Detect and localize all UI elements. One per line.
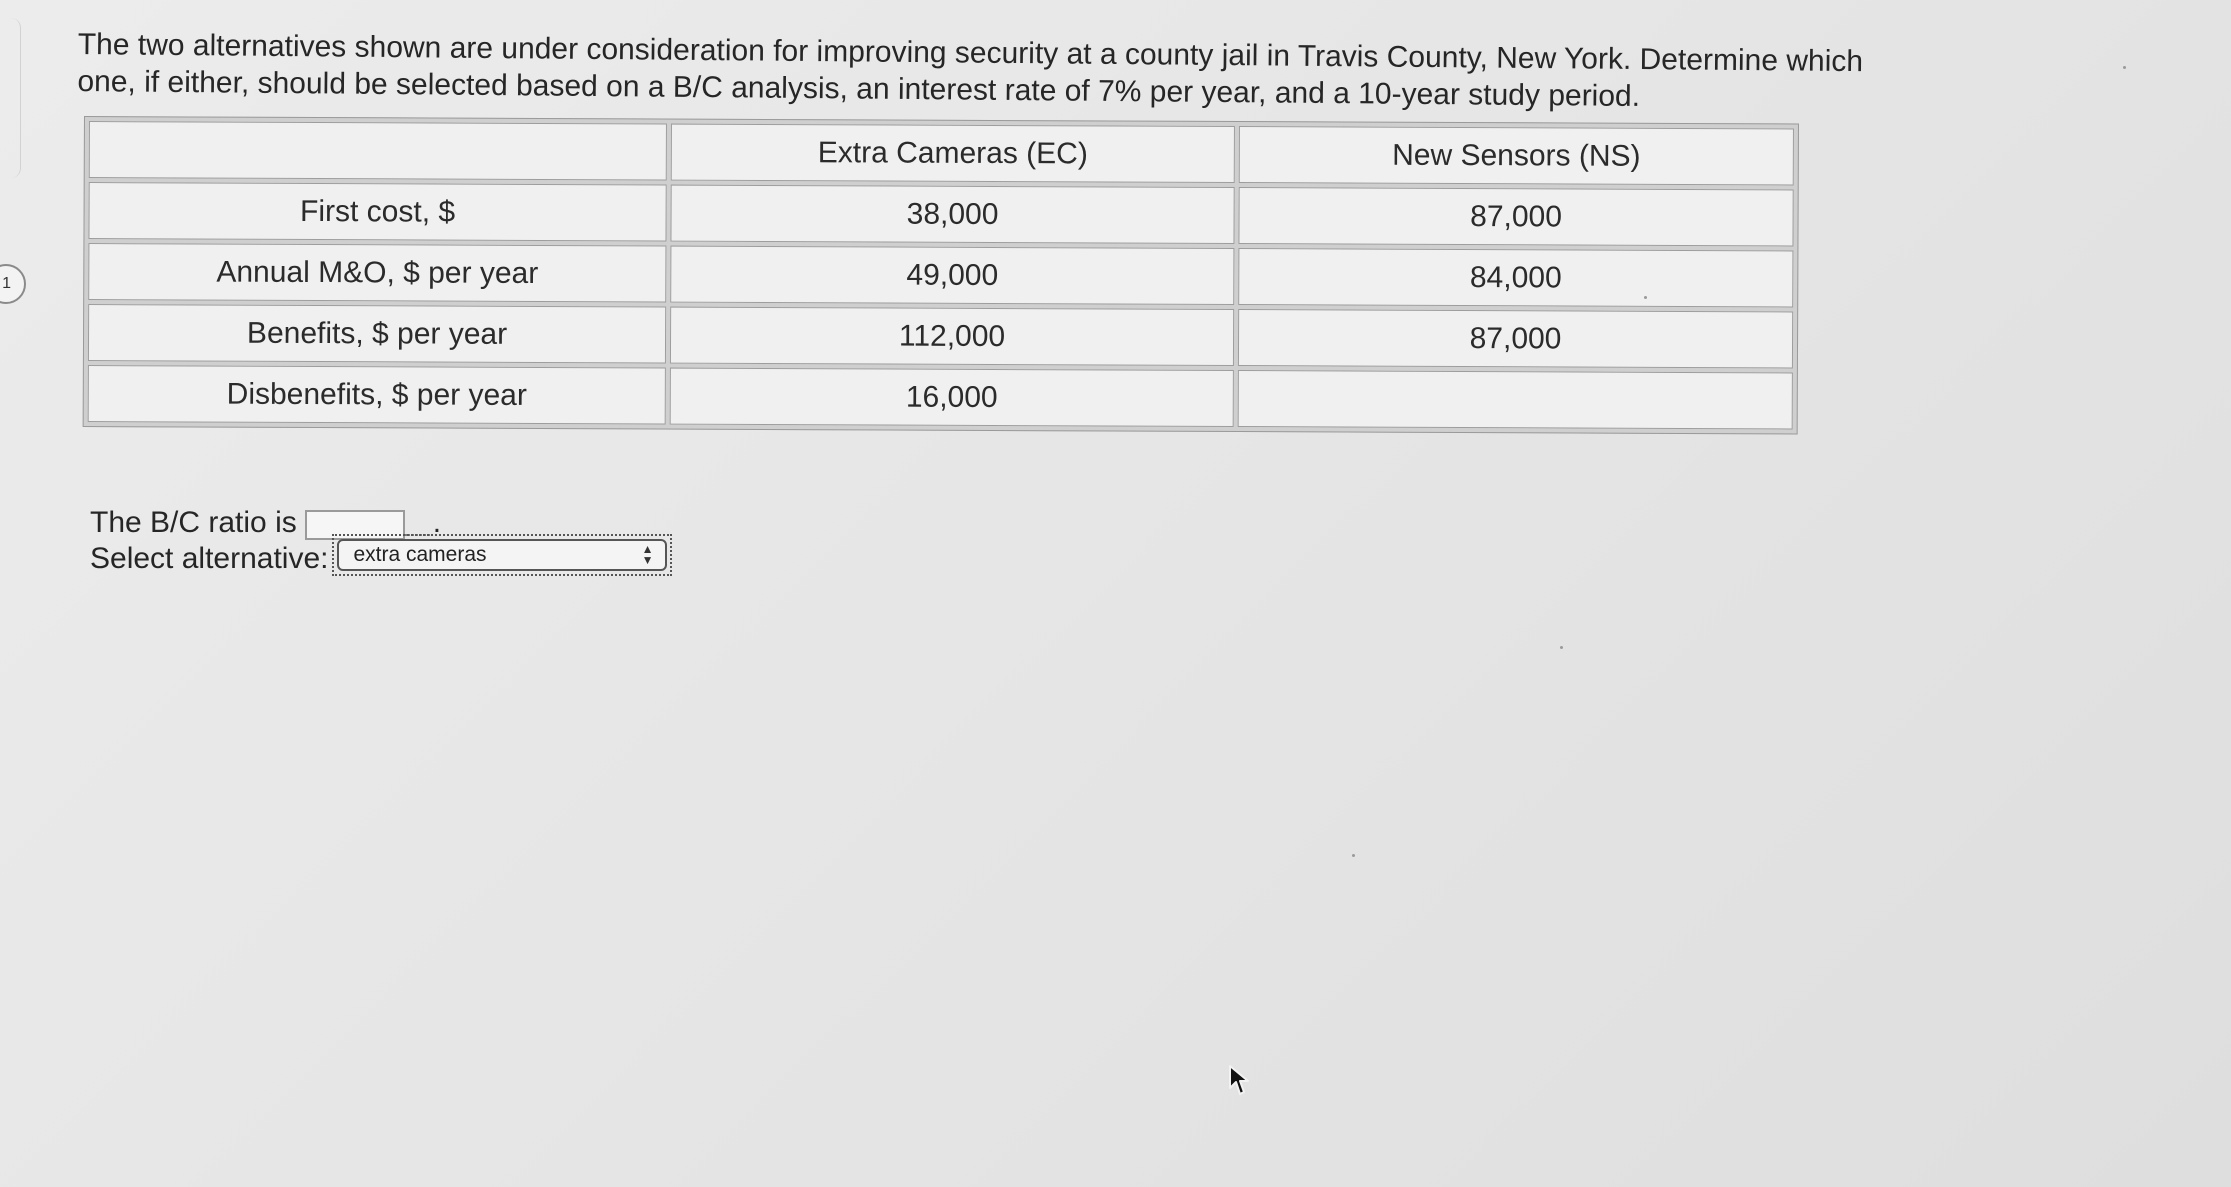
page-panel-edge: [0, 18, 21, 178]
question-text-line-1: The two alternatives shown are under consideration for improving security at a county jail in Travis County, New York. Determine which: [77, 27, 1864, 79]
updown-arrows-icon: ▲ ▼: [641, 542, 654, 567]
header-new-sensors: New Sensors (NS): [1239, 126, 1794, 185]
row-label-annual-mo: Annual M&O, $ per year: [88, 243, 666, 303]
header-extra-cameras: Extra Cameras (EC): [671, 124, 1235, 183]
screen-speck: [2123, 66, 2126, 69]
cell-ec-annual-mo: 49,000: [670, 246, 1234, 305]
alternative-select-value: extra cameras: [353, 543, 487, 566]
cell-ns-first-cost: 87,000: [1238, 187, 1793, 246]
row-label-first-cost: First cost, $: [88, 182, 666, 242]
cell-ns-benefits: 87,000: [1238, 309, 1793, 368]
screen-speck: [1352, 854, 1355, 857]
mouse-pointer-icon: [1228, 1064, 1252, 1098]
alternatives-table: [83, 116, 1799, 434]
question-text: [77, 26, 1978, 118]
table-row: [88, 182, 1793, 246]
table-row: [88, 304, 1793, 368]
screen-speck: [1644, 296, 1647, 299]
cell-ns-annual-mo: 84,000: [1238, 248, 1793, 307]
cell-ec-first-cost: 38,000: [670, 185, 1234, 244]
row-label-benefits: Benefits, $ per year: [88, 304, 666, 364]
cell-ns-disbenefits: [1238, 370, 1793, 429]
select-alternative-row: [90, 540, 672, 576]
cell-ec-disbenefits: 16,000: [670, 368, 1234, 427]
question-text-line-2: one, if either, should be selected based on a B/C analysis, an interest rate of 7% per year, and a 10-year study period.: [77, 64, 1641, 113]
question-number-badge[interactable]: 1: [0, 264, 26, 304]
alternative-select-dropdown[interactable]: [337, 539, 667, 571]
answer-section: [90, 504, 672, 576]
table-header-row: [89, 121, 1794, 185]
cell-ec-benefits: 112,000: [670, 307, 1234, 366]
table-row: [88, 365, 1793, 429]
row-label-disbenefits: Disbenefits, $ per year: [88, 365, 666, 425]
table-row: [88, 243, 1793, 307]
screen-speck: [1560, 646, 1563, 649]
select-alternative-label: Select alternative:: [90, 542, 329, 575]
select-focus-ring: [332, 534, 672, 576]
header-empty-cell: [89, 121, 667, 181]
alternatives-table-wrapper: [83, 116, 1799, 434]
bc-ratio-period: .: [432, 506, 442, 539]
bc-ratio-label: The B/C ratio is: [90, 506, 297, 539]
